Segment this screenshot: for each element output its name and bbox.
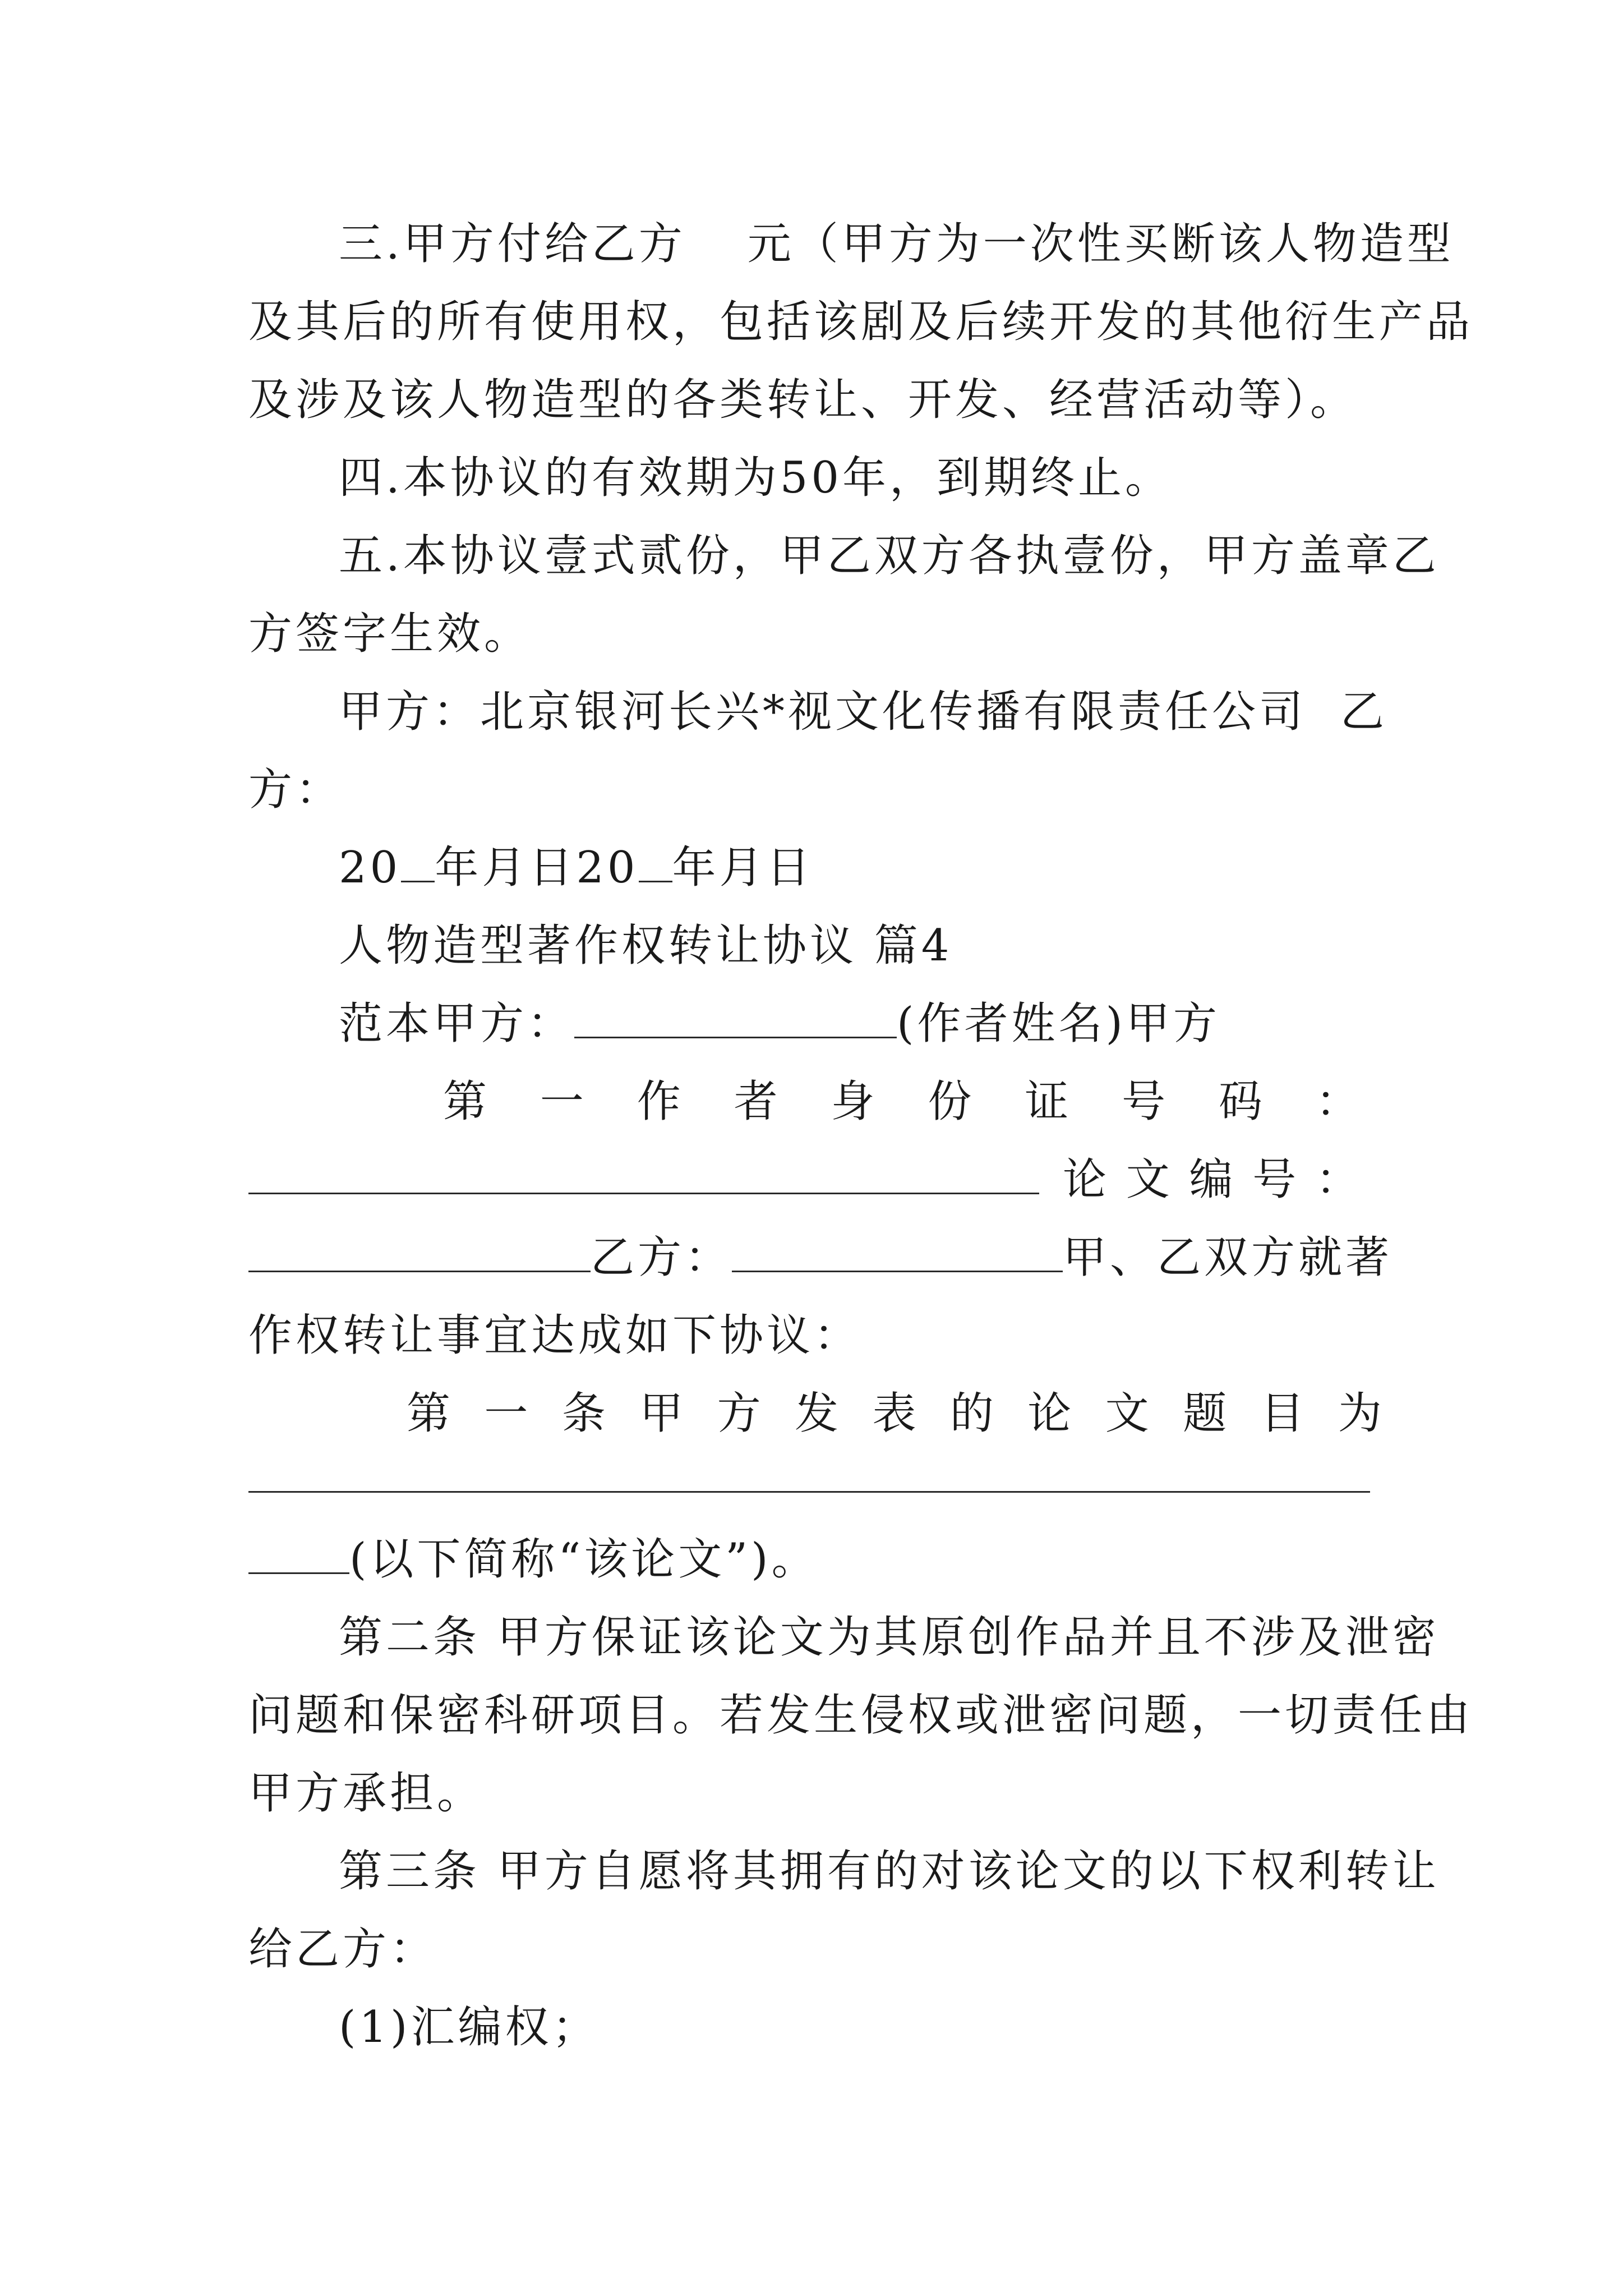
party-b-blank: [732, 1231, 1063, 1272]
id-number-line: [443, 1074, 1363, 1130]
date-line: [339, 840, 1387, 896]
abbreviation-text: (以下简称“该论文”)。: [349, 1534, 819, 1585]
paper-number-blank: [248, 1231, 591, 1272]
article2-line1: 第二条 甲方保证该论文为其原创作品并且不涉及泄密: [339, 1612, 1440, 1663]
article1-char: 为: [1338, 1388, 1385, 1439]
article1-char: 甲: [639, 1388, 687, 1439]
paper-char: 号: [1252, 1154, 1300, 1205]
paper-char: 文: [1126, 1154, 1173, 1205]
party-a-name: 甲方：北京银河长兴*视文化传播有限责任公司: [339, 687, 1307, 737]
article1-char: 发: [795, 1388, 842, 1439]
id-char: 证: [1025, 1076, 1072, 1127]
article3-line1: 第三条 甲方自愿将其拥有的对该论文的以下权利转让: [339, 1846, 1440, 1897]
agreement-line: 作权转让事宜达成如下协议：: [248, 1310, 861, 1361]
article1-char: 第: [407, 1388, 454, 1439]
paper-char: ：: [1315, 1154, 1363, 1205]
template-suffix: (作者姓名)甲方: [897, 999, 1220, 1049]
article-title: 人物造型著作权转让协议 篇4: [339, 921, 953, 971]
paper-char: 编: [1189, 1154, 1237, 1205]
paper-title-blank-line: [248, 1491, 1370, 1493]
article2-line3: 甲方承担。: [248, 1768, 485, 1819]
date-blank-2: [639, 841, 672, 882]
article1-char: 方: [717, 1388, 764, 1439]
id-char: 份: [928, 1076, 975, 1127]
date-part3: 年月日: [672, 843, 814, 893]
article1-char: 一: [484, 1388, 532, 1439]
party-a-line1: [339, 684, 1387, 740]
id-char: 码: [1219, 1076, 1266, 1127]
id-char: 作: [637, 1076, 684, 1127]
clause3-line1-suffix: 元（甲方为一次性买断该人物造型: [747, 219, 1454, 269]
article1-char: 题: [1183, 1388, 1230, 1439]
id-char: 第: [443, 1076, 491, 1127]
article1-char: 文: [1105, 1388, 1152, 1439]
date-part2: 年月日20: [435, 843, 639, 893]
id-char: 者: [734, 1076, 781, 1127]
date-blank-1: [401, 841, 435, 882]
article1-char: 的: [949, 1388, 997, 1439]
template-prefix: 范本甲方：: [339, 999, 575, 1049]
id-char: 号: [1122, 1076, 1169, 1127]
abbreviation-line: [248, 1531, 1387, 1588]
clause3-line1-prefix: 三.甲方付给乙方: [339, 219, 686, 269]
article1-char: 表: [872, 1388, 920, 1439]
id-number-blank: [248, 1153, 1039, 1194]
article3-line2: 给乙方：: [248, 1924, 437, 1975]
article1-char: 条: [561, 1388, 609, 1439]
article1-char: 论: [1027, 1388, 1075, 1439]
author-name-blank: [574, 997, 897, 1038]
id-char: 一: [540, 1076, 587, 1127]
id-char: ：: [1315, 1076, 1363, 1127]
paper-char: 论: [1063, 1154, 1110, 1205]
clause4: 四.本协议的有效期为50年，到期终止。: [339, 453, 1173, 503]
article1-char: 目: [1260, 1388, 1308, 1439]
party-b-label-start: 乙: [1340, 687, 1387, 737]
paper-title-blank-tail: [248, 1533, 349, 1574]
party-b-label: 乙方：: [591, 1232, 732, 1283]
clause3-line3: 及涉及该人物造型的各类转让、开发、经营活动等）。: [248, 375, 1358, 425]
template-line: [339, 996, 1387, 1052]
clause3-line2: 及其后的所有使用权，包括该剧及后续开发的其他衍生产品: [248, 297, 1474, 347]
party-b-line: [248, 1230, 1393, 1286]
article2-line2: 问题和保密科研项目。若发生侵权或泄密问题，一切责任由: [248, 1690, 1474, 1741]
clause3-line1: [339, 216, 1454, 272]
item1: (1)汇编权；: [339, 2002, 600, 2053]
article1-line: [407, 1386, 1385, 1442]
date-part1: 20: [339, 843, 402, 893]
clause5-line1: 五.本协议壹式贰份，甲乙双方各执壹份，甲方盖章乙: [339, 531, 1440, 581]
party-b-tail: 甲、乙双方就著: [1063, 1232, 1393, 1283]
id-char: 身: [831, 1076, 878, 1127]
party-a-line2: 方：: [248, 765, 343, 815]
clause5-line2: 方签字生效。: [248, 609, 532, 659]
paper-number-label: [1063, 1152, 1363, 1208]
